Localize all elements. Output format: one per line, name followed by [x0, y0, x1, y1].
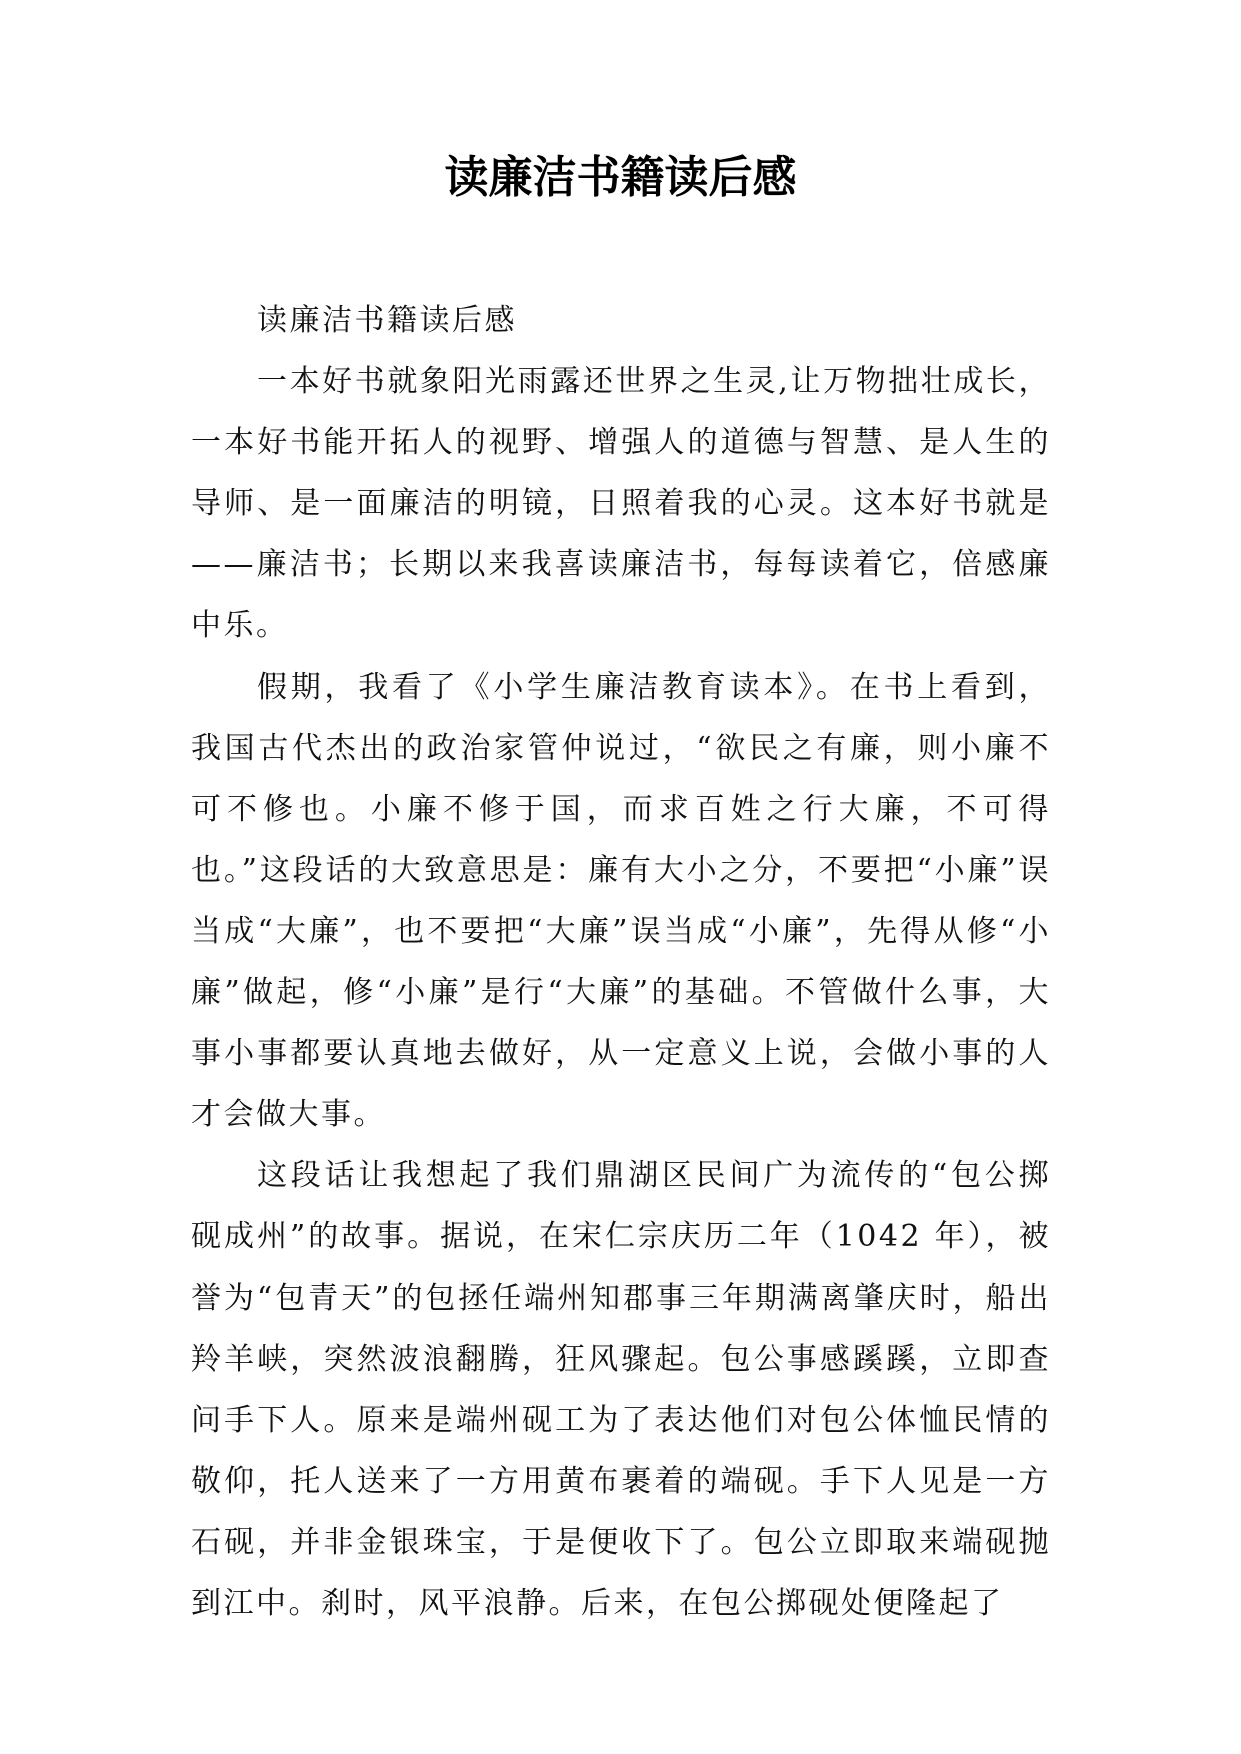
paragraph-heading: 读廉洁书籍读后感 — [257, 303, 517, 338]
document-title: 读廉洁书籍读后感 — [444, 152, 797, 203]
paragraph: 假期，我看了《小学生廉洁教育读本》。在书上看到，我国古代杰出的政治家管仲说过，“欲民之有廉，则小廉不可不修也。小廉不修于国，而求百姓之行大廉，不可得也。”这段话的大致意思是：廉有大小之分，不要把“小廉”误当成“大廉”，也不要把“大廉”误当成“小廉”，先得从修“小廉”做起，修“小廉”是行“大廉”的基础。不管做什么事，大事小事都要认真地去做好，从一定意义上说，会做小事的人才会做大事。 — [191, 669, 1051, 1133]
paragraph: 一本好书就象阳光雨露还世界之生灵,让万物拙壮成长，一本好书能开拓人的视野、增强人的道德与智慧、是人生的导师、是一面廉洁的明镜，日照着我的心灵。这本好书就是——廉洁书；长期以来我喜读廉洁书，每每读着它，倍感廉中乐。 — [191, 364, 1051, 644]
document-body — [191, 290, 1051, 1634]
paragraph: 这段话让我想起了我们鼎湖区民间广为流传的“包公掷砚成州”的故事。据说，在宋仁宗庆历二年（1042 年），被誉为“包青天”的包拯任端州知郡事三年期满离肇庆时，船出羚羊峡，突然波浪翻腾，狂风骤起。包公事感蹊蹊，立即查问手下人。原来是端州砚工为了表达他们对包公体恤民情的敬仰，托人送来了一方用黄布裹着的端砚。手下人见是一方石砚，并非金银珠宝，于是便收下了。包公立即取来端砚抛到江中。刹时，风平浪静。后来，在包公掷砚处便隆起了 — [191, 1158, 1051, 1621]
